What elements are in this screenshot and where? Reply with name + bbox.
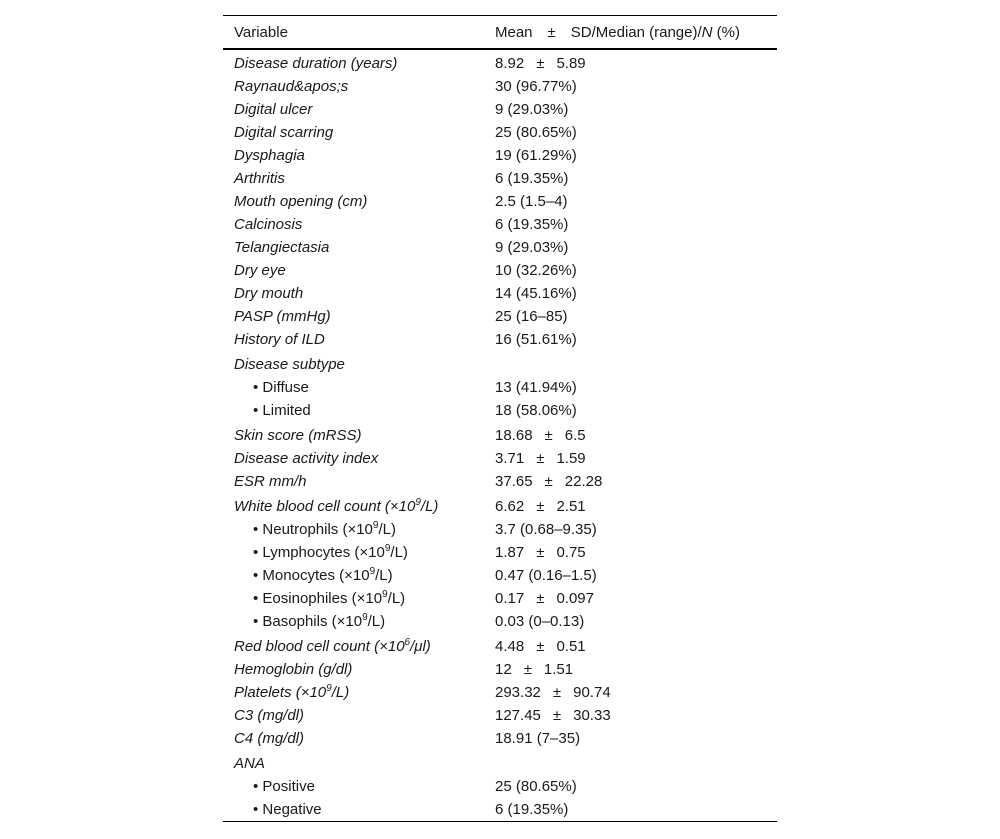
variable-label: ANA [234, 755, 265, 772]
table-row [223, 52, 777, 75]
table-row [223, 564, 777, 587]
statistic-value: 4.48 ± 0.51 [495, 638, 586, 655]
statistic-value: 18.91 (7–35) [495, 730, 581, 747]
statistic-value: 6 (19.35%) [495, 216, 569, 233]
header-variable: Variable [234, 24, 288, 41]
variable-label: • Eosinophiles $(\times 10^9/L)$ [253, 589, 406, 607]
table-row [223, 424, 777, 447]
variable-label: Skin score (mRSS) [234, 427, 362, 444]
patient-characteristics-table [223, 15, 777, 822]
variable-label: Disease subtype [234, 356, 345, 373]
variable-label: Raynaud&apos;s [234, 78, 349, 95]
variable-label: Telangiectasia [234, 239, 330, 256]
statistic-value: 18.68 ± 6.5 [495, 427, 586, 444]
variable-label: C4 (mg/dl) [234, 730, 305, 747]
variable-label: Platelets $(\times 10^9/L)$ [234, 683, 350, 701]
variable-label: Dysphagia [234, 147, 305, 164]
statistic-value: 1.87 ± 0.75 [495, 544, 586, 561]
variable-label: C3 (mg/dl) [234, 707, 305, 724]
statistic-value: 19 (61.29%) [495, 147, 577, 164]
table-row [223, 167, 777, 190]
table-row [223, 144, 777, 167]
variable-label: Disease duration (years) [234, 55, 398, 72]
table-row [223, 470, 777, 493]
table-row [223, 98, 777, 121]
statistic-value: 6.62 ± 2.51 [495, 498, 586, 515]
statistic-value: 10 (32.26%) [495, 262, 577, 279]
table-row [223, 587, 777, 610]
variable-label: Digital ulcer [234, 101, 313, 118]
variable-label: Disease activity index [234, 450, 379, 467]
table-row [223, 305, 777, 328]
statistic-value: 37.65 ± 22.28 [495, 473, 603, 490]
variable-label: Dry mouth [234, 285, 304, 302]
variable-label: • Diffuse [253, 379, 309, 396]
statistic-value: 0.47 (0.16–1.5) [495, 567, 597, 584]
statistic-value: 9 (29.03%) [495, 239, 569, 256]
table-row [223, 752, 777, 775]
statistic-value: 9 (29.03%) [495, 101, 569, 118]
statistic-value: 0.03 (0–0.13) [495, 613, 585, 630]
statistic-value: 3.7 (0.68–9.35) [495, 521, 597, 538]
table-row [223, 376, 777, 399]
variable-label: Red blood cell count $(\times 10^6/\mu l)$ [234, 637, 431, 655]
statistic-value: 0.17 ± 0.097 [495, 590, 594, 607]
statistic-value: 18 (58.06%) [495, 402, 577, 419]
statistic-value: 6 (19.35%) [495, 801, 569, 818]
variable-label: ESR mm/h [234, 473, 307, 490]
variable-label: • Negative [253, 801, 322, 818]
statistic-value: 25 (80.65%) [495, 778, 577, 795]
table-row [223, 328, 777, 351]
table-row [223, 704, 777, 727]
variable-label: • Neutrophils $(\times 10^9/L)$ [253, 520, 396, 538]
statistic-value: 293.32 ± 90.74 [495, 684, 611, 701]
statistic-value: 30 (96.77%) [495, 78, 577, 95]
variable-label: • Basophils $(\times 10^9/L)$ [253, 612, 386, 630]
table-row [223, 236, 777, 259]
table-row [223, 213, 777, 236]
statistic-value: 12 ± 1.51 [495, 661, 574, 678]
table-row [223, 681, 777, 704]
statistic-value: 6 (19.35%) [495, 170, 569, 187]
variable-label: • Positive [253, 778, 315, 795]
table-header [223, 16, 777, 50]
variable-label: Mouth opening (cm) [234, 193, 368, 210]
variable-label: • Lymphocytes $(\times 10^9/L)$ [253, 543, 408, 561]
table-body [223, 50, 777, 821]
statistic-value: 127.45 ± 30.33 [495, 707, 611, 724]
variable-label: • Limited [253, 402, 311, 419]
statistic-value: 8.92 ± 5.89 [495, 55, 586, 72]
statistic-value: 3.71 ± 1.59 [495, 450, 586, 467]
variable-label: History of ILD [234, 331, 325, 348]
table-row [223, 518, 777, 541]
variable-label: Dry eye [234, 262, 286, 279]
statistic-value: 14 (45.16%) [495, 285, 577, 302]
variable-label: Calcinosis [234, 216, 303, 233]
variable-label: Digital scarring [234, 124, 334, 141]
variable-label: White blood cell count $(\times 10^9/L)$ [234, 497, 439, 515]
variable-label: PASP (mmHg) [234, 308, 331, 325]
variable-label: Hemoglobin (g/dl) [234, 661, 353, 678]
header-statistic: Mean ± SD/Median (range)/N (%) [495, 24, 740, 41]
table-row [223, 635, 777, 658]
table-row [223, 353, 777, 376]
table-row [223, 259, 777, 282]
table-row [223, 727, 777, 750]
statistic-value: 16 (51.61%) [495, 331, 577, 348]
table-row [223, 495, 777, 518]
statistic-value: 13 (41.94%) [495, 379, 577, 396]
table-row [223, 658, 777, 681]
table-row [223, 121, 777, 144]
table-row [223, 447, 777, 470]
table-row [223, 190, 777, 213]
statistic-value: 25 (80.65%) [495, 124, 577, 141]
table-row [223, 75, 777, 98]
table-row [223, 610, 777, 633]
statistic-value: 2.5 (1.5–4) [495, 193, 568, 210]
statistic-value: 25 (16–85) [495, 308, 568, 325]
table-row [223, 399, 777, 422]
variable-label: • Monocytes $(\times 10^9/L)$ [253, 566, 393, 584]
table-row [223, 775, 777, 798]
table-row [223, 282, 777, 305]
table-row [223, 798, 777, 821]
table-row [223, 541, 777, 564]
variable-label: Arthritis [234, 170, 285, 187]
